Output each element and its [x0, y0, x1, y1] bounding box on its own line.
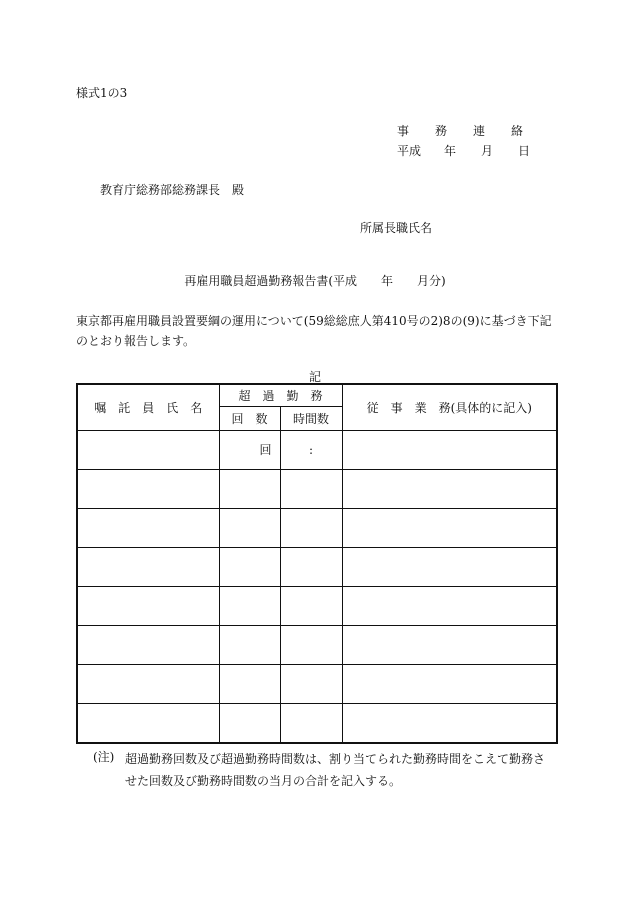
notice-type-char: 務	[435, 124, 448, 138]
hours-cell[interactable]	[280, 586, 342, 625]
count-cell[interactable]	[219, 664, 280, 703]
hours-cell[interactable]	[280, 703, 342, 743]
record-mark: 記	[308, 370, 321, 384]
duties-cell[interactable]	[342, 469, 557, 508]
table-row	[77, 469, 557, 508]
hours-cell[interactable]	[280, 430, 342, 469]
document-title: 再雇用職員超過勤務報告書(平成 年 月分)	[184, 274, 446, 288]
header-count: 回 数	[219, 406, 280, 430]
name-cell[interactable]	[77, 586, 219, 625]
notice-type-char: 連	[473, 124, 486, 138]
duties-cell[interactable]	[342, 508, 557, 547]
name-cell[interactable]	[77, 547, 219, 586]
table-row	[77, 547, 557, 586]
table-row	[77, 508, 557, 547]
count-cell[interactable]	[219, 625, 280, 664]
name-cell[interactable]	[77, 703, 219, 743]
count-cell[interactable]	[219, 469, 280, 508]
duties-cell[interactable]	[342, 586, 557, 625]
note-label: (注)	[93, 750, 115, 764]
form-number: 様式1の3	[76, 86, 128, 100]
header-name: 嘱 託 員 氏 名	[77, 384, 219, 430]
sender-label: 所属長職氏名	[360, 221, 433, 235]
count-cell[interactable]	[219, 547, 280, 586]
notice-type-char: 事	[397, 124, 410, 138]
hours-cell[interactable]	[280, 625, 342, 664]
table-row	[77, 625, 557, 664]
notice-type	[397, 122, 523, 139]
count-cell[interactable]	[219, 508, 280, 547]
header-hours: 時間数	[280, 406, 342, 430]
hours-cell[interactable]	[280, 508, 342, 547]
table-row	[77, 664, 557, 703]
name-cell[interactable]	[77, 508, 219, 547]
count-cell[interactable]	[219, 586, 280, 625]
hours-separator: :	[308, 442, 314, 457]
date-line	[397, 142, 530, 159]
table-row	[77, 703, 557, 743]
duties-cell[interactable]	[342, 547, 557, 586]
addressee: 教育庁総務部総務課長 殿	[100, 183, 245, 197]
notice-type-char: 絡	[511, 124, 524, 138]
count-cell[interactable]	[219, 703, 280, 743]
duties-cell[interactable]	[342, 430, 557, 469]
duties-cell[interactable]	[342, 703, 557, 743]
name-cell[interactable]	[77, 625, 219, 664]
table-row	[77, 586, 557, 625]
hours-cell[interactable]	[280, 469, 342, 508]
date-month: 月	[481, 144, 494, 158]
duties-cell[interactable]	[342, 625, 557, 664]
name-cell[interactable]	[77, 664, 219, 703]
count-unit: 回	[259, 443, 272, 457]
table-row	[77, 430, 557, 469]
date-year: 年	[444, 144, 457, 158]
duties-cell[interactable]	[342, 664, 557, 703]
header-overtime: 超 過 勤 務	[219, 384, 342, 406]
header-duties: 従 事 業 務(具体的に記入)	[342, 384, 557, 430]
report-table	[76, 383, 558, 744]
count-cell[interactable]	[219, 430, 280, 469]
date-era: 平成	[397, 144, 422, 158]
date-day: 日	[518, 144, 531, 158]
hours-cell[interactable]	[280, 547, 342, 586]
name-cell[interactable]	[77, 430, 219, 469]
hours-cell[interactable]	[280, 664, 342, 703]
note-text: 超過勤務回数及び超過勤務時間数は、割り当てられた勤務時間をこえて勤務させた回数及び勤務時間数の当月の合計を記入する。	[125, 752, 546, 788]
name-cell[interactable]	[77, 469, 219, 508]
body-text: 東京都再雇用職員設置要綱の運用について(59総総庶人第410号の2)8の(9)に基づき下記のとおり報告します。	[76, 314, 552, 348]
